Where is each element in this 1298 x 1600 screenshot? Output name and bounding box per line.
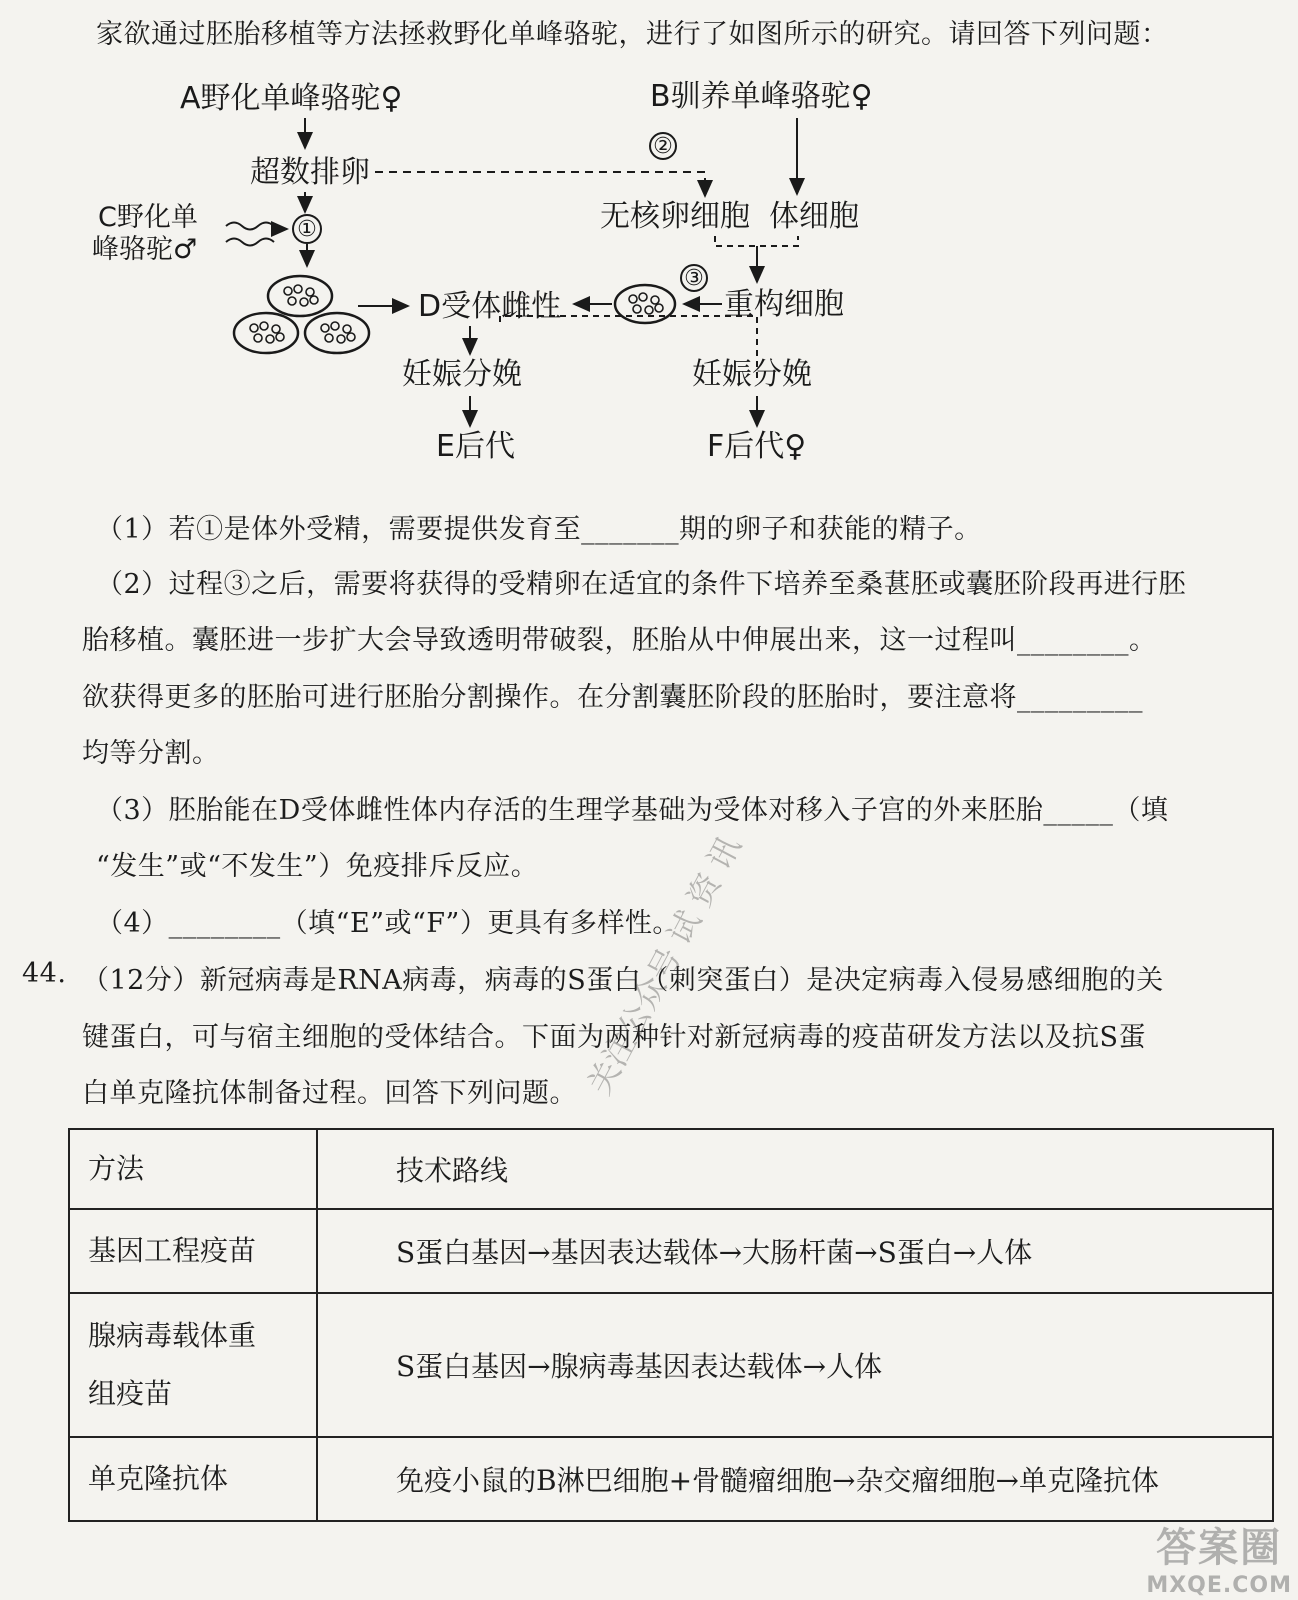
- question-2-line-3: 欲获得更多的胚胎可进行胚胎分割操作。在分割囊胚阶段的胚胎时，要注意将_________: [82, 682, 1143, 713]
- row3-method: 单克隆抗体: [69, 1437, 317, 1521]
- question-44-number: 44.: [22, 958, 67, 989]
- c-wild-camel-male-line1: C野化单: [98, 202, 198, 233]
- row2-method-line2: 组疫苗: [88, 1377, 173, 1410]
- table-row: [69, 1437, 1273, 1521]
- embryo-cluster-icon: [234, 276, 369, 353]
- offspring-e-label: E后代: [436, 429, 515, 464]
- step2-number: ②: [653, 134, 673, 159]
- logo-bottom-text: MXQE.COM: [1146, 1573, 1292, 1598]
- offspring-f-label: F后代♀: [707, 429, 807, 464]
- row2-method: [69, 1293, 317, 1437]
- embryo-transfer-diagram: [0, 0, 1298, 480]
- header-route: 技术路线: [317, 1129, 1273, 1209]
- sperm-wave-2: [226, 239, 274, 246]
- intro-text: 家欲通过胚胎移植等方法拯救野化单峰骆驼，进行了如图所示的研究。请回答下列问题：: [96, 19, 1169, 50]
- question-44-line-3: 白单克隆抗体制备过程。回答下列问题。: [82, 1078, 577, 1109]
- row2-route: S蛋白基因→腺病毒基因表达载体→人体: [317, 1293, 1273, 1437]
- somatic-cell-label: 体细胞: [769, 199, 859, 234]
- step3-number: ③: [684, 266, 704, 291]
- step1-number: ①: [297, 217, 317, 242]
- question-2-line-2: 胎移植。囊胚进一步扩大会导致透明带破裂，胚胎从中伸展出来，这一过程叫________。: [82, 625, 1157, 656]
- question-3-line-1: （3）胚胎能在D受体雌性体内存活的生理学基础为受体对移入子宫的外来胚胎_____（填: [96, 795, 1169, 826]
- c-wild-camel-male-line2: 峰骆驼♂: [92, 234, 198, 265]
- row2-method-line1: 腺病毒载体重: [88, 1319, 257, 1352]
- table-header-row: [69, 1129, 1273, 1209]
- vaccine-methods-table: [68, 1128, 1274, 1522]
- pregnancy-right-label: 妊娠分娩: [692, 357, 812, 392]
- superovulation-label: 超数排卵: [250, 155, 370, 190]
- question-1: （1）若①是体外受精，需要提供发育至_______期的卵子和获能的精子。: [96, 514, 982, 545]
- row1-route: S蛋白基因→基因表达载体→大肠杆菌→S蛋白→人体: [317, 1209, 1273, 1293]
- a-wild-camel-female-label: A野化单峰骆驼♀: [180, 81, 403, 116]
- question-44-line-2: 键蛋白，可与宿主细胞的受体结合。下面为两种针对新冠病毒的疫苗研发方法以及抗S蛋: [82, 1022, 1146, 1053]
- question-4: （4）________（填“E”或“F”）更具有多样性。: [96, 908, 680, 939]
- question-2-line-1: （2）过程③之后，需要将获得的受精卵在适宜的条件下培养至桑葚胚或囊胚阶段再进行胚: [96, 569, 1187, 600]
- question-44-line-1: （12分）新冠病毒是RNA病毒，病毒的S蛋白（刺突蛋白）是决定病毒入侵易感细胞的关: [82, 965, 1164, 996]
- reconstructed-cell-label: 重构细胞: [724, 287, 844, 322]
- fusion-bracket: [715, 236, 798, 246]
- site-logo: [1146, 1516, 1292, 1598]
- header-method: 方法: [69, 1129, 317, 1209]
- logo-top-text: 答案圈: [1156, 1525, 1283, 1571]
- reconstructed-embryo-icon: [615, 285, 675, 323]
- dashed-arrow-step2: [375, 172, 705, 196]
- table-row: [69, 1293, 1273, 1437]
- table-row: [69, 1209, 1273, 1293]
- row3-route: 免疫小鼠的B淋巴细胞+骨髓瘤细胞→杂交瘤细胞→单克隆抗体: [317, 1437, 1273, 1521]
- question-3-line-2: “发生”或“不发生”）免疫排斥反应。: [96, 851, 539, 882]
- sperm-wave-1: [226, 223, 274, 230]
- recipient-female-label: D受体雌性: [418, 289, 562, 324]
- row1-method: 基因工程疫苗: [69, 1209, 317, 1293]
- enucleated-oocyte-label: 无核卵细胞: [600, 199, 750, 234]
- question-2-line-4: 均等分割。: [82, 738, 220, 769]
- b-domestic-camel-female-label: B驯养单峰骆驼♀: [650, 79, 873, 114]
- pregnancy-left-label: 妊娠分娩: [402, 357, 522, 392]
- watermark-text: 关注公众号 试 资 讯: [580, 829, 749, 1101]
